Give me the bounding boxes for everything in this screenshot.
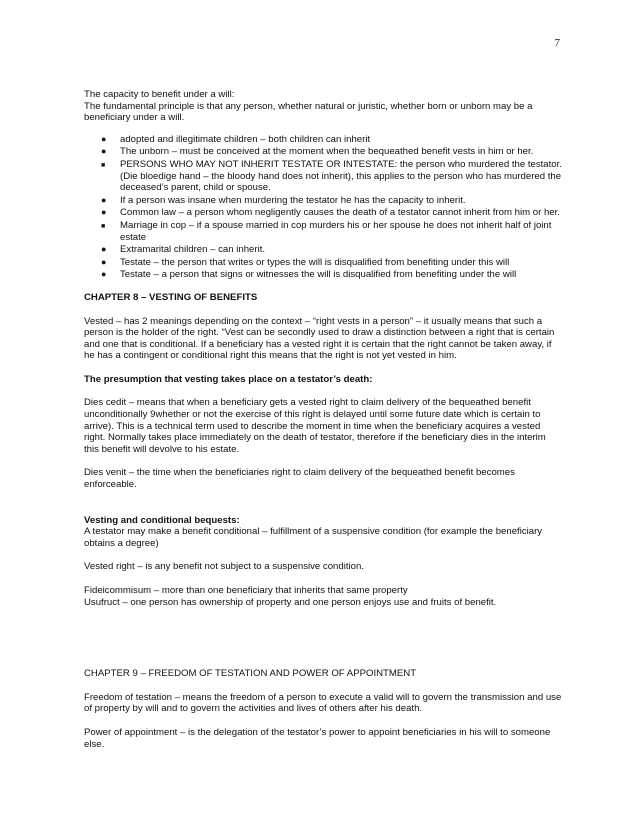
fideicommisum-line: Fideicommisum – more than one beneficiary that inherits that same property [84, 585, 408, 596]
bullet-dot-icon: ● [101, 146, 107, 157]
chapter-9-heading: CHAPTER 9 – FREEDOM OF TESTATION AND POWER OF APPOINTMENT [84, 668, 417, 680]
power-of-appointment-paragraph: Power of appointment – is the delegation of the testator’s power to appoint beneficiaries in his will to someone else. [84, 726, 551, 750]
list-item [101, 219, 562, 243]
capacity-bullet-list [84, 134, 562, 281]
page-number: 7 [554, 37, 560, 49]
capacity-heading: The capacity to benefit under a will: [84, 89, 235, 100]
list-item [101, 244, 562, 256]
bullet-dot-icon: ● [101, 256, 107, 267]
capacity-intro: The fundamental principle is that any person, whether natural or juristic, whether born or unborn may be a beneficiary under a will. [84, 100, 533, 124]
list-item [101, 256, 562, 269]
vested-paragraph: Vested – has 2 meanings depending on the context – “right vests in a person” – it usually means that such a person is the holder of the right. “Vest can be secondly used to draw a distinction between a right that is certain and one that is conditional. If a beneficiary has a vested right it is certain that the right cannot be taken away, if he has a contingent or conditional right this means that the right is not yet vested in him. [84, 315, 555, 362]
list-item-text: Testate – the person that writes or types the will is disqualified from benefiting under this will [120, 256, 510, 268]
dies-venit-paragraph: Dies venit – the time when the beneficiaries right to claim delivery of the bequeathed benefit becomes enforceable. [84, 467, 515, 491]
list-item-text: Extramarital children – can inherit. [120, 244, 266, 256]
list-item-text: PERSONS WHO MAY NOT INHERIT TESTATE OR INTESTATE: the person who murdered the testator. (Die bloedige hand – the bloody hand does not inherit), this applies to the person who has murdered the deceased’s parent, child or spouse. [120, 158, 562, 194]
bullet-square-icon: ■ [101, 161, 106, 169]
bullet-dot-icon: ● [101, 269, 107, 280]
list-item-text: Common law – a person whom negligently causes the death of a testator cannot inherit from him or her. [120, 207, 560, 219]
bullet-dot-icon: ● [101, 207, 107, 218]
list-item [101, 194, 562, 207]
list-item [101, 133, 562, 146]
list-item-text: Marriage in cop – if a spouse married in cop murders his or her spouse he does not inherit half of joint estate [120, 219, 552, 243]
bullet-dot-icon: ● [101, 133, 107, 144]
chapter-8-heading: CHAPTER 8 – VESTING OF BENEFITS [84, 291, 258, 303]
list-item [101, 269, 562, 281]
vested-right-paragraph: Vested right – is any benefit not subject to a suspensive condition. [84, 561, 364, 573]
bullet-square-icon: ■ [101, 222, 106, 230]
conditional-bequests-heading: Vesting and conditional bequests: [84, 514, 240, 526]
document-body [84, 89, 562, 750]
dies-cedit-paragraph: Dies cedit – means that when a beneficiary gets a vested right to claim delivery of the bequeathed benefit unconditionally 9whether or not the exercise of this right is delayed until some future date which is certain to arrive). This is a technical term used to describe the moment in time when the beneficiary acquires a vested right. Normally takes place immediately on the death of testator, therefore if the beneficiary dies in the interim this benefit will devolve to his estate. [84, 397, 546, 455]
freedom-of-testation-paragraph: Freedom of testation – means the freedom of a person to execute a valid will to govern the transmission and use of property by will and to govern the activities and lives of others after his death. [84, 691, 562, 715]
bullet-dot-icon: ● [101, 244, 107, 255]
list-item-text: Testate – a person that signs or witnesses the will is disqualified from benefiting under the will [120, 269, 517, 281]
presumption-heading: The presumption that vesting takes place on a testator’s death: [84, 373, 373, 385]
list-item-text: adopted and illegitimate children – both children can inherit [120, 133, 371, 145]
conditional-bequests-paragraph: A testator may make a benefit conditional – fulfillment of a suspensive condition (for example the beneficiary obtains a degree) [84, 526, 543, 549]
list-item [101, 207, 562, 219]
list-item [101, 158, 562, 194]
bullet-dot-icon: ● [101, 194, 107, 205]
usufruct-line: Usufruct – one person has ownership of property and one person enjoys use and fruits of benefit. [84, 596, 497, 608]
list-item [101, 146, 562, 158]
list-item-text: If a person was insane when murdering the testator he has the capacity to inherit. [120, 194, 466, 206]
list-item-text: The unborn – must be conceived at the moment when the bequeathed benefit vests in him or her. [120, 146, 534, 158]
